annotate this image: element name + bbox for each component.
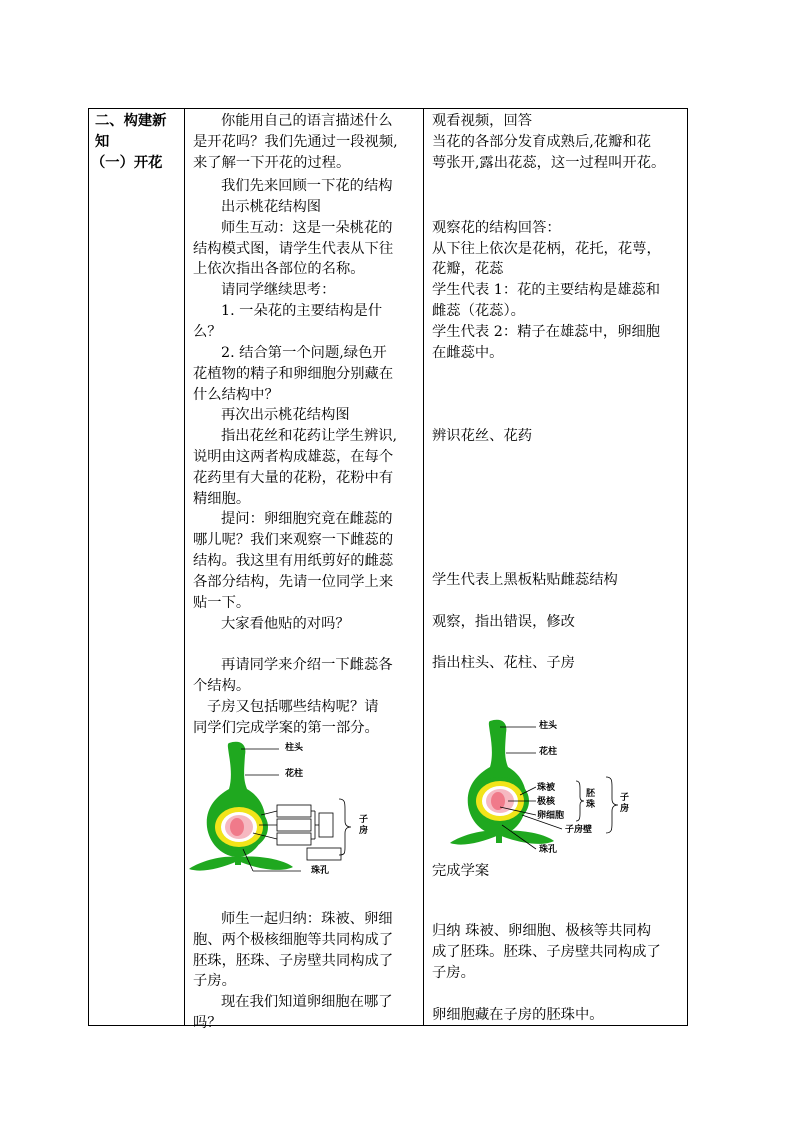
teacher-line: 精细胞。 xyxy=(193,491,251,507)
student-line: 花瓣，花蕊 xyxy=(432,261,504,277)
teacher-line: 吗？ xyxy=(193,1015,222,1031)
integument-label: 珠被 xyxy=(537,783,556,793)
teacher-line: 说明由这两者构成雄蕊，在每个 xyxy=(193,449,394,465)
teacher-line: 提问：卵细胞究竟在雌蕊的 xyxy=(221,511,393,527)
style-label: 花柱 xyxy=(539,747,558,757)
teacher-line: 花药里有大量的花粉，花粉中有 xyxy=(193,470,394,486)
student-line: 萼张开,露出花蕊，这一过程叫开花。 xyxy=(432,155,666,171)
teacher-line: 是开花吗？我们先通过一段视频, xyxy=(193,134,398,150)
blank-box xyxy=(307,848,341,860)
section-title-line: 知 xyxy=(95,134,110,150)
lesson-table xyxy=(88,108,688,1031)
blank-box xyxy=(277,805,311,817)
student-line: 成了胚珠。胚珠、子房壁共同构成了 xyxy=(432,944,661,960)
student-line: 当花的各部分发育成熟后,花瓣和花 xyxy=(432,134,651,150)
egg-cell-shape xyxy=(230,818,244,836)
student-line: 辨识花丝、花药 xyxy=(432,428,533,444)
student-line: 学生代表 1：花的主要结构是雄蕊和 xyxy=(432,282,661,298)
egg-cell-label: 卵细胞 xyxy=(537,811,565,821)
teacher-line: 再次出示桃花结构图 xyxy=(221,407,350,423)
teacher-line: 什么结构中？ xyxy=(193,387,279,403)
teacher-line: 指出花丝和花药让学生辨识, xyxy=(221,428,398,444)
ovule-brace xyxy=(576,781,584,821)
student-line: 雌蕊（花蕊）。 xyxy=(432,303,525,319)
ovary-brace xyxy=(606,777,618,833)
teacher-line: 2. 结合第一个问题,绿色开 xyxy=(221,345,387,361)
polar-nuclei-label: 极核 xyxy=(537,797,556,807)
teacher-line: 师生互动：这是一朵桃花的 xyxy=(221,220,393,236)
teacher-line: 个结构。 xyxy=(193,678,251,694)
blank-box xyxy=(277,833,311,845)
student-line: 观察，指出错误，修改 xyxy=(432,614,575,630)
teacher-line: 来了解一下开花的过程。 xyxy=(193,155,351,171)
student-line: 归纳 珠被、卵细胞、极核等共同构 xyxy=(432,923,651,939)
teacher-line: 上依次指出各部位的名称。 xyxy=(193,261,365,277)
teacher-line: 师生一起归纳：珠被、卵细 xyxy=(221,911,393,927)
teacher-line: 现在我们知道卵细胞在哪了 xyxy=(221,994,393,1010)
teacher-line: 贴一下。 xyxy=(193,595,251,611)
student-line: 子房。 xyxy=(432,965,475,981)
ovule-label: 胚 xyxy=(586,789,596,799)
ovary-label: 子 xyxy=(620,793,630,803)
section-subtitle: （一）开花 xyxy=(91,155,163,171)
ovary-brace xyxy=(339,799,351,855)
teacher-line: 大家看他贴的对吗？ xyxy=(221,616,350,632)
ovary-label: 房 xyxy=(620,804,630,814)
teacher-line: 请同学继续思考： xyxy=(221,282,336,298)
student-line: 指出柱头、花柱、子房 xyxy=(432,655,575,671)
student-line: 在雌蕊中。 xyxy=(432,345,504,361)
section-title-line: 二、构建新 xyxy=(95,113,167,129)
ovary-wall-label: 子房壁 xyxy=(565,825,593,835)
teacher-line: 各部分结构，先请一位同学上来 xyxy=(193,574,394,590)
teacher-line: 花植物的精子和卵细胞分别藏在 xyxy=(193,366,394,382)
style-label: 花柱 xyxy=(285,769,304,779)
teacher-line: 哪儿呢？我们来观察一下雌蕊的 xyxy=(193,532,394,548)
section-column xyxy=(89,109,184,1025)
teacher-line: 胞、两个极核细胞等共同构成了 xyxy=(193,932,394,948)
student-line: 学生代表上黑板粘贴雌蕊结构 xyxy=(432,572,618,588)
teacher-line: 再请同学来介绍一下雌蕊各 xyxy=(221,657,393,673)
student-line: 观看视频，回答 xyxy=(432,113,533,129)
teacher-line: 结构。我这里有用纸剪好的雌蕊 xyxy=(193,553,394,569)
student-line: 从下往上依次是花柄，花托，花萼， xyxy=(432,241,661,257)
ovule-label: 珠 xyxy=(586,800,596,810)
micropyle-label: 珠孔 xyxy=(539,845,558,855)
teacher-line: 结构模式图，请学生代表从下往 xyxy=(193,241,394,257)
stigma-label: 柱头 xyxy=(285,743,304,753)
stigma-label: 柱头 xyxy=(539,721,558,731)
teacher-line: 1. 一朵花的主要结构是什 xyxy=(221,303,383,319)
blank-box xyxy=(319,813,333,837)
teacher-line: 子房。 xyxy=(193,973,236,989)
teacher-line: 胚珠，胚珠、子房壁共同构成了 xyxy=(193,953,394,969)
teacher-line: 么？ xyxy=(193,324,222,340)
teacher-line: 同学们完成学案的第一部分。 xyxy=(193,720,379,736)
student-line: 卵细胞藏在子房的胚珠中。 xyxy=(432,1007,604,1023)
teacher-line: 你能用自己的语言描述什么 xyxy=(221,113,393,129)
teacher-column xyxy=(185,109,423,1031)
teacher-line: 出示桃花结构图 xyxy=(221,199,322,215)
student-line: 学生代表 2：精子在雄蕊中，卵细胞 xyxy=(432,324,661,340)
ovary-label: 房 xyxy=(359,826,369,836)
student-line: 观察花的结构回答： xyxy=(432,220,561,236)
teacher-line: 子房又包括哪些结构呢？请 xyxy=(207,699,379,715)
pistil-worksheet-diagram xyxy=(189,737,389,887)
student-line: 完成学案 xyxy=(432,863,490,879)
micropyle-label: 珠孔 xyxy=(311,866,330,876)
student-column xyxy=(424,109,687,1025)
blank-box xyxy=(277,819,311,831)
ovary-label: 子 xyxy=(359,815,369,825)
teacher-line: 我们先来回顾一下花的结构 xyxy=(221,178,393,194)
